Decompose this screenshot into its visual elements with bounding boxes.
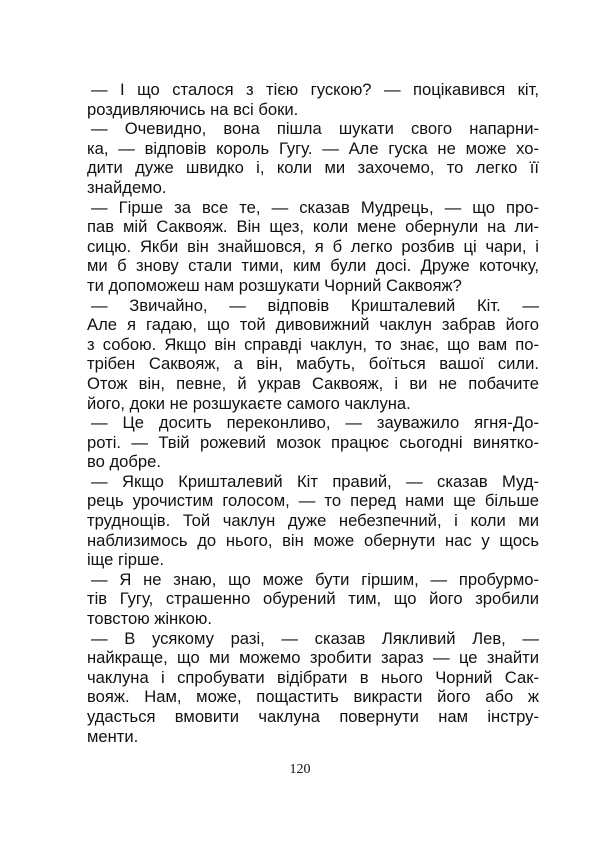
text-line: роздивляючись на всі боки. [87,99,299,119]
text-line: іще гірше. [87,550,165,570]
text-line: — Я не знаю, що може бути гіршим, — пробурмо- [91,569,539,589]
text-line: дити дуже швидко і, коли ми захочемо, то легко її [87,158,539,178]
text-line: — Це досить переконливо, — зауважило ягня-До- [91,413,539,433]
text-line: — Якщо Кришталевий Кіт правий, — сказав Муд- [91,471,539,491]
text-line: труднощів. Той чаклун дуже небезпечний, і коли ми [87,511,539,531]
text-line: — Гірше за все те, — сказав Мудрець, — що про- [91,197,539,217]
text-line: удасться вмовити чаклуна повернути нам інстру- [87,707,539,726]
text-line: з собою. Якщо він справді чаклун, то знає, що вам по- [87,334,539,354]
body-text [87,80,539,746]
text-line: — Очевидно, вона пішла шукати свого напарни- [91,119,539,139]
text-line: во добре. [87,452,161,472]
text-line: менти. [87,726,139,746]
text-line: — І що сталося з тією гускою? — поцікавився кіт, [91,80,539,99]
text-line: найкраще, що ми можемо зробити зараз — це знайти [87,648,539,668]
text-line: ми б знову стали тими, ким були досі. Друже коточку, [87,256,539,276]
text-line: наблизимось до нього, він може обернути нас у щось [87,530,539,550]
text-line: сицю. Якби він знайшовся, я б легко розбив ці чари, і [87,236,539,256]
text-line: — Звичайно, — відповів Кришталевий Кіт. — [91,295,539,315]
text-line: роті. — Твій рожевий мозок працює сьогодні винятко- [87,432,539,452]
text-line: знайдемо. [87,177,167,197]
text-line: Але я гадаю, що той дивовижний чаклун забрав його [87,315,539,335]
text-line: чаклуна і спробувати відібрати в нього Чорний Сак- [87,667,539,687]
text-line: пав мій Саквояж. Він щез, коли мене обернули на ли- [87,217,539,237]
text-line: тів Гугу, страшенно обурений тим, що його зробили [87,589,539,609]
text-line: трібен Саквояж, а він, мабуть, боїться вашої сили. [87,354,539,374]
text-line: ти допоможеш нам розшукати Чорний Саквояж? [87,275,462,295]
text-line: товстою жінкою. [87,609,212,629]
text-line: вояж. Нам, може, пощастить викрасти його або ж [87,687,539,707]
text-line: ка, — відповів король Гугу. — Але гуска не може хо- [87,138,539,158]
page-number: 120 [289,762,311,777]
text-line: — В усякому разі, — сказав Лякливий Лев, — [91,628,539,648]
text-line: Отож він, певне, й украв Саквояж, і ви не побачите [87,373,539,393]
text-line: рець урочистим голосом, — то перед нами ще більше [87,491,539,511]
text-line: його, доки не розшукаєте самого чаклуна. [87,393,411,413]
